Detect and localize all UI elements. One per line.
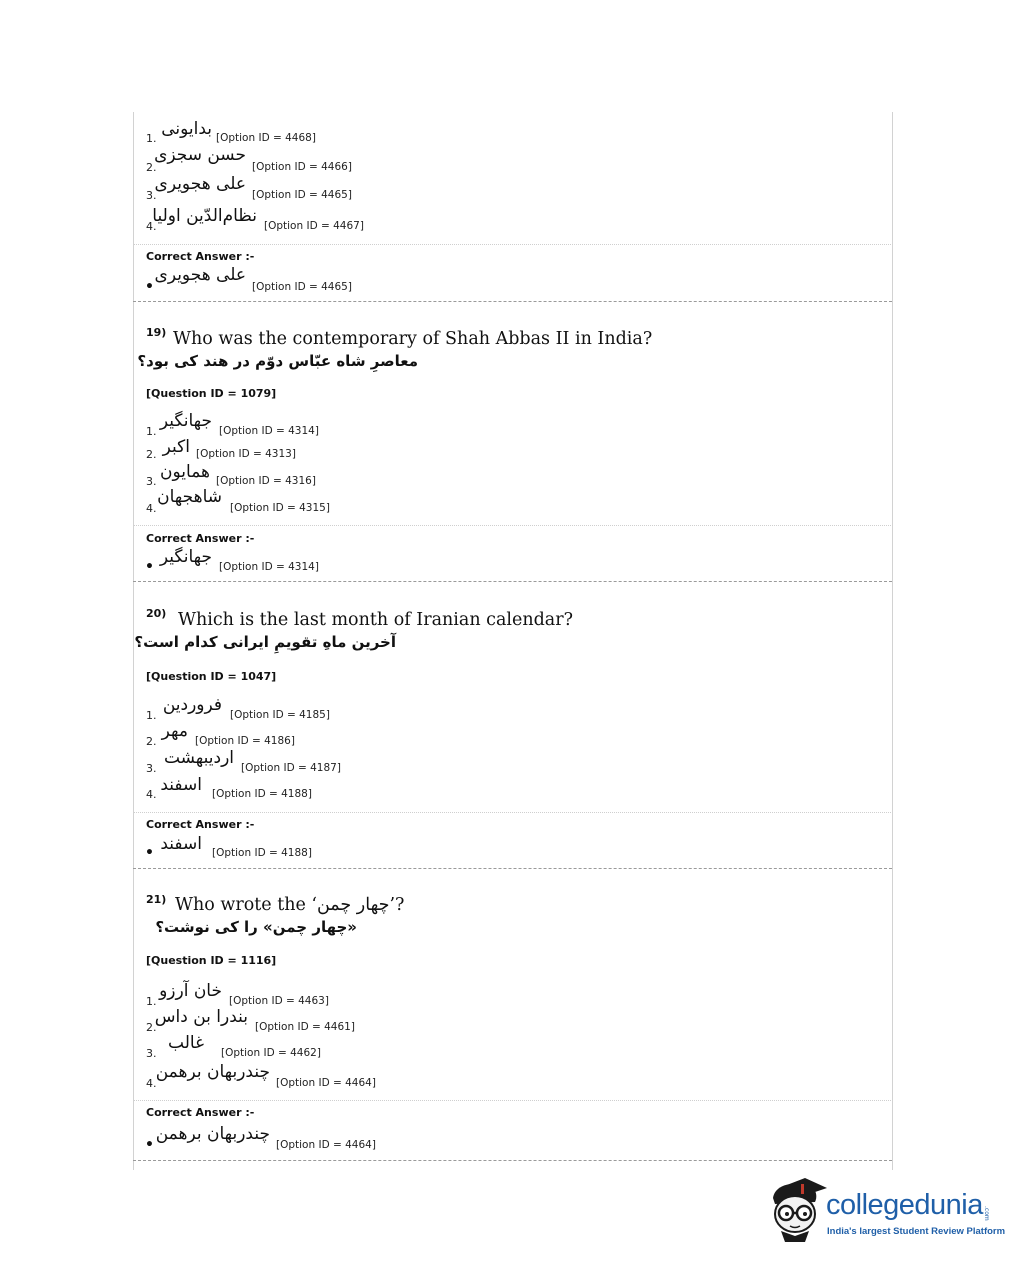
option-id: [Option ID = 4463] (229, 995, 329, 1007)
answer-bullet: • (145, 845, 154, 861)
brand-suffix: .com (983, 1206, 990, 1221)
question-separator (133, 868, 892, 869)
option-number: 1. (146, 425, 157, 438)
answer-bullet: • (145, 279, 154, 295)
option-text: اردیبهشت (163, 748, 234, 768)
correct-answer-id: [Option ID = 4188] (212, 847, 312, 859)
option-number: 1. (146, 132, 157, 145)
divider (134, 525, 891, 526)
option-number: 4. (146, 788, 157, 801)
answer-bullet: • (145, 1137, 154, 1153)
option-text: بدایونی (161, 119, 212, 139)
option-text: بندرا بن داس (154, 1007, 248, 1027)
option-text: علی هجویری (154, 174, 246, 194)
question-text-urdu: «چهار چمن» را کی نوشت؟ (155, 918, 357, 936)
divider (134, 812, 891, 813)
correct-answer-id: [Option ID = 4464] (276, 1139, 376, 1151)
option-text: فروردین (162, 695, 222, 715)
option-number: 2. (146, 448, 157, 461)
divider (134, 1100, 891, 1101)
option-id: [Option ID = 4464] (276, 1077, 376, 1089)
option-text: نظام‌الدّین اولیا (152, 206, 257, 226)
option-number: 2. (146, 735, 157, 748)
brand-tagline: India's largest Student Review Platform (827, 1226, 1006, 1237)
option-number: 3. (146, 1047, 157, 1060)
question-number: 19) (146, 326, 167, 339)
correct-answer-text: علی هجویری (154, 265, 246, 285)
correct-answer-label: Correct Answer :- (146, 818, 255, 831)
option-number: 1. (146, 995, 157, 1008)
option-text: مهر (161, 721, 188, 741)
option-number: 2. (146, 161, 157, 174)
question-text-urdu: معاصرِ شاه عبّاس دوّم در هند کی بود؟ (137, 352, 418, 370)
option-text: خان آرزو (159, 981, 222, 1001)
option-id: [Option ID = 4467] (264, 220, 364, 232)
correct-answer-label: Correct Answer :- (146, 1106, 255, 1119)
option-number: 4. (146, 502, 157, 515)
correct-answer-id: [Option ID = 4465] (252, 281, 352, 293)
option-id: [Option ID = 4465] (252, 189, 352, 201)
question-separator (133, 1160, 892, 1161)
option-text: چندربهان برهمن (155, 1062, 270, 1082)
question-id: [Question ID = 1079] (146, 387, 277, 400)
correct-answer-text: جهانگیر (159, 547, 212, 567)
correct-answer-label: Correct Answer :- (146, 532, 255, 545)
option-id: [Option ID = 4314] (219, 425, 319, 437)
option-text: حسن سجزی (154, 145, 246, 165)
option-text: غالب (168, 1033, 204, 1053)
question-id: [Question ID = 1116] (146, 954, 277, 967)
option-number: 3. (146, 475, 157, 488)
option-id: [Option ID = 4466] (252, 161, 352, 173)
option-text: شاهجهان (157, 487, 222, 507)
answer-bullet: • (145, 559, 154, 575)
divider (134, 244, 891, 245)
correct-answer-text: اسفند (160, 834, 202, 854)
question-text-urdu: آخرین ماهِ تقویمِ ایرانی کدام است؟ (134, 633, 396, 651)
brand-name: collegedunia (826, 1189, 983, 1221)
question-separator (133, 581, 892, 582)
option-number: 4. (146, 1077, 157, 1090)
question-number: 21) (146, 893, 167, 906)
option-text: اکبر (162, 437, 190, 457)
option-number: 3. (146, 762, 157, 775)
option-id: [Option ID = 4185] (230, 709, 330, 721)
option-id: [Option ID = 4187] (241, 762, 341, 774)
question-text-english: Which is the last month of Iranian calendar? (178, 610, 573, 630)
option-id: [Option ID = 4313] (196, 448, 296, 460)
option-id: [Option ID = 4462] (221, 1047, 321, 1059)
option-text: همایون (160, 462, 210, 482)
option-id: [Option ID = 4316] (216, 475, 316, 487)
option-number: 3. (146, 189, 157, 202)
question-text-english: Who was the contemporary of Shah Abbas II in India? (173, 329, 653, 349)
question-number: 20) (146, 607, 167, 620)
option-number: 4. (146, 220, 157, 233)
question-text-english: Who wrote the ‘چهار چمن’? (175, 895, 405, 915)
option-number: 2. (146, 1021, 157, 1034)
question-id: [Question ID = 1047] (146, 670, 277, 683)
option-text: جهانگیر (159, 411, 212, 431)
option-number: 1. (146, 709, 157, 722)
option-id: [Option ID = 4186] (195, 735, 295, 747)
question-separator (133, 301, 892, 302)
correct-answer-label: Correct Answer :- (146, 250, 255, 263)
correct-answer-text: چندربهان برهمن (155, 1124, 270, 1144)
option-id: [Option ID = 4188] (212, 788, 312, 800)
correct-answer-id: [Option ID = 4314] (219, 561, 319, 573)
option-text: اسفند (160, 775, 202, 795)
option-id: [Option ID = 4461] (255, 1021, 355, 1033)
option-id: [Option ID = 4468] (216, 132, 316, 144)
option-id: [Option ID = 4315] (230, 502, 330, 514)
